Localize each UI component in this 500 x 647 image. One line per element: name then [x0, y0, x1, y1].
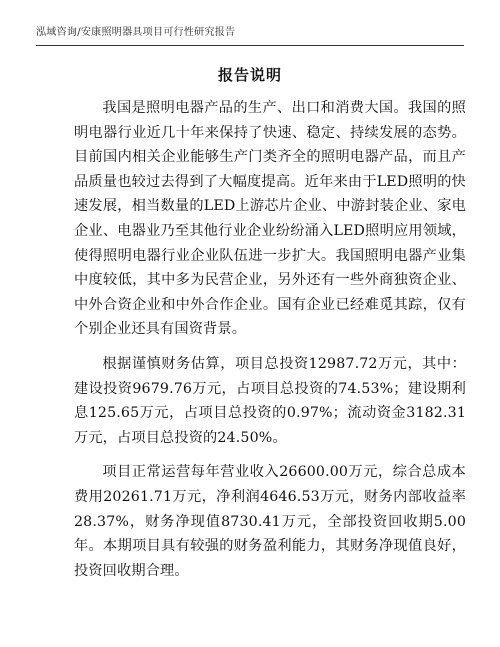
running-header: 泓域咨询/安康照明器具项目可行性研究报告	[36, 27, 236, 38]
report-body	[74, 96, 466, 593]
paragraph-financial-returns: 项目正常运营每年营业收入26600.00万元，综合总成本费用20261.71万元，净利润4646.53万元，财务内部收益率28.37%，财务净现值8730.41万元，全部投资回收期5.00年。本期项目具有较强的财务盈利能力，其财务净现值良好，投资回收期合理。	[74, 464, 466, 579]
paragraph-industry-overview: 我国是照明电器产品的生产、出口和消费大国。我国的照明电器行业近几十年来保持了快速、稳定、持续发展的态势。目前国内相关企业能够生产门类齐全的照明电器产品，而且产品质量也较过去得到了大幅度提高。近年来由于LED照明的快速发展，相当数量的LED上游芯片企业、中游封装企业、家电企业、电器业乃至其他行业企业纷纷涌入LED照明应用领域，使得照明电器行业企业队伍进一步扩大。我国照明电器产业集中度较低，其中多为民营企业，另外还有一些外商独资企业、中外合资企业和中外合作企业。国有企业已经难觅其踪，仅有个别企业还具有国资背景。	[74, 100, 466, 338]
header-divider	[36, 45, 464, 46]
report-title: 报告说明	[217, 66, 282, 84]
paragraph-investment-estimate: 根据谨慎财务估算，项目总投资12987.72万元，其中：建设投资9679.76万元，占项目总投资的74.53%；建设期利息125.65万元，占项目总投资的0.97%；流动资金3182.31万元，占项目总投资的24.50%。	[74, 355, 466, 446]
